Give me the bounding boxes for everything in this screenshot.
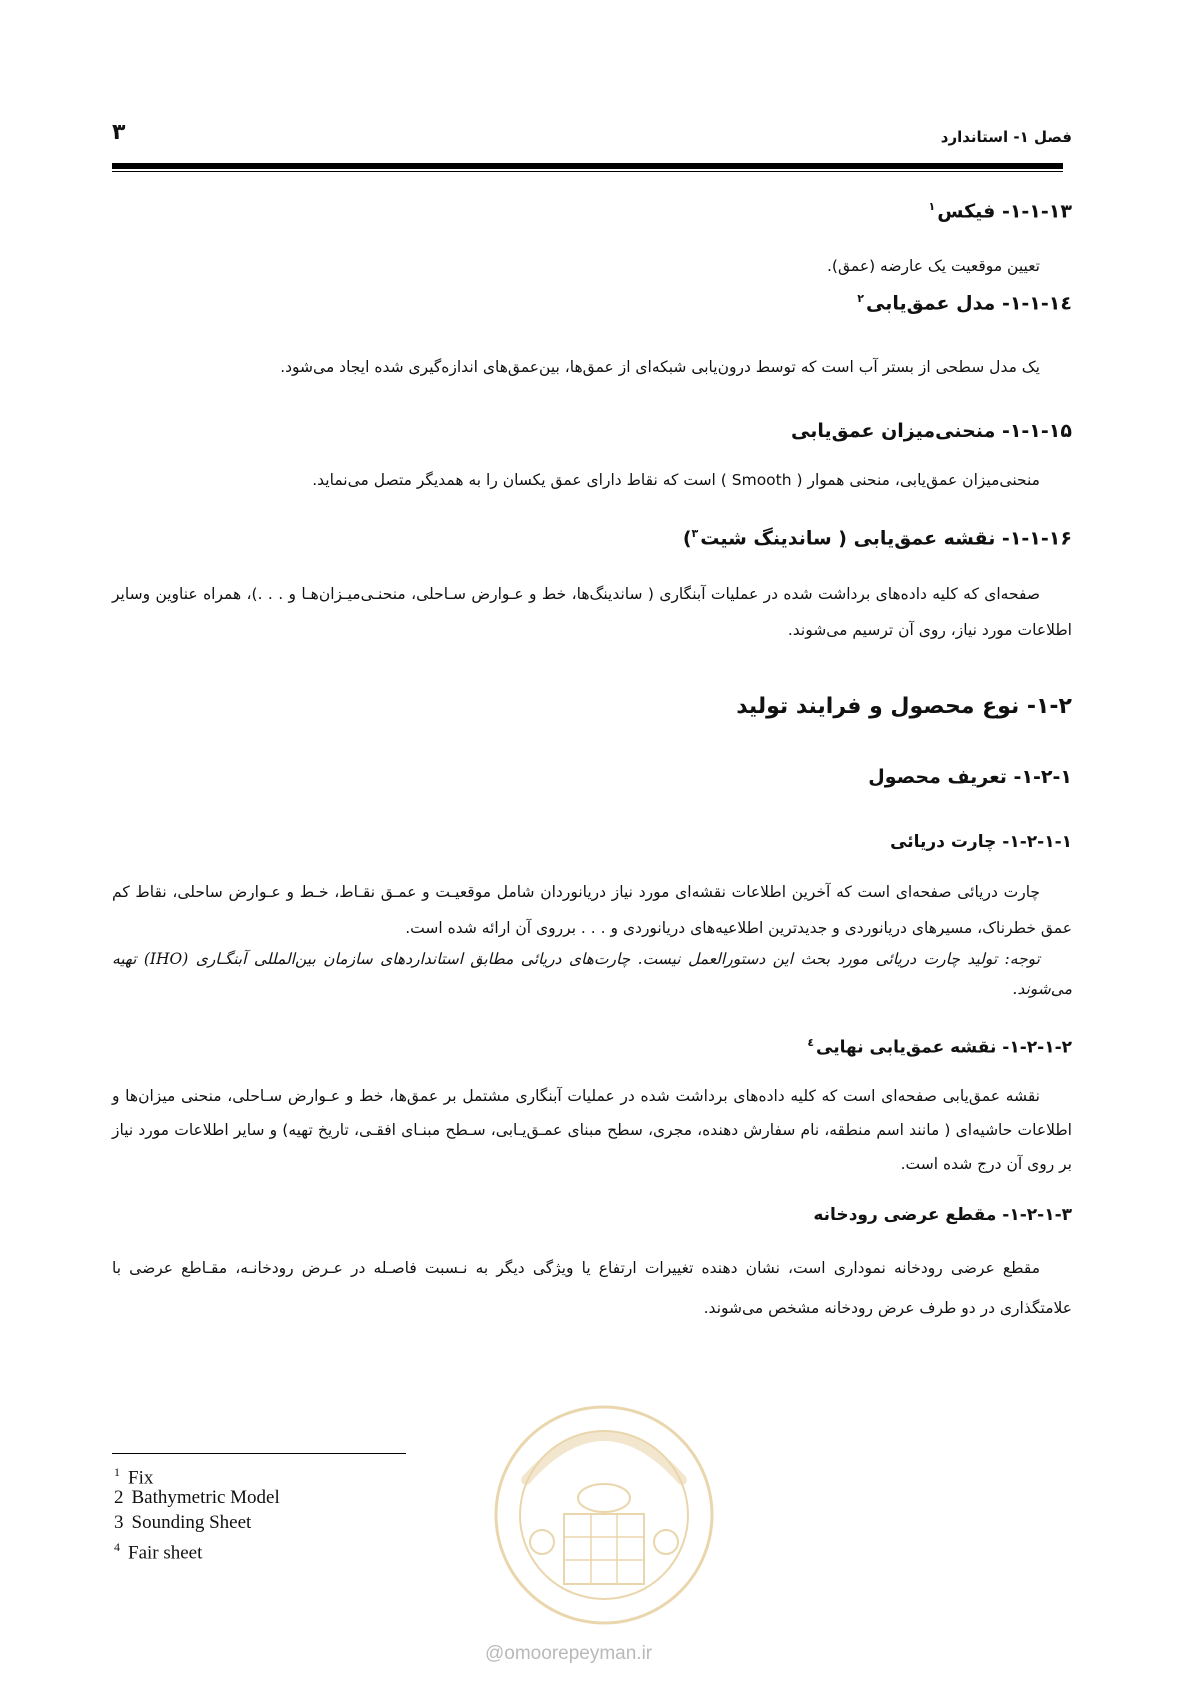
footnote-text: Bathymetric Model <box>131 1487 280 1508</box>
footnote-mark: 4 <box>114 1540 120 1554</box>
footnote-separator <box>112 1453 406 1454</box>
seal-logo-icon <box>482 1402 726 1628</box>
heading-close-paren: ) <box>682 527 692 550</box>
heading-1-2 <box>112 694 1072 719</box>
footnote-ref: ۱ <box>928 200 936 213</box>
heading-text: ۱-۲-۱-۱- چارت دریائی <box>890 832 1072 852</box>
paragraph-1-2-1-1: چارت دریائی صفحه‌ای است که آخرین اطلاعات نقشه‌ای مورد نیاز دریانوردان شامل موقعیـت و عمـق نقـاط، خـط و عـوارض ساحلی، نقاط کم عمق خطرناک، مسیرهای دریانوردی و جدیدترین اطلاعیه‌های دریانوردی و . . . برروی آن ارائه شده است. <box>112 883 1072 937</box>
footnote-ref: ۲ <box>857 292 865 305</box>
footnote-3 <box>114 1510 251 1535</box>
paragraph-1-1-14: یک مدل سطحی از بستر آب است که توسط درون‌یابی شبکه‌ای از عمق‌ها، بین‌عمق‌های اندازه‌گیری شده ایجاد می‌شود. <box>280 358 1040 376</box>
paragraph-1-2-1-2: نقشه عمق‌یابی صفحه‌ای است که کلیه داده‌های برداشت شده در عملیات آبنگاری مشتمل بر عمق‌ها، خط و عـوارض سـاحلی، منحنی میزان‌ها و اطلاعات حاشیه‌ای ( مانند اسم منطقه، نام سفارش دهنده، مجری، سطح مبنای عمـق‌یـابی، سـطح مبنـای افقـی، تاریخ تهیه) و سایر اطلاعات مورد نیاز بر روی آن درج شده است. <box>112 1087 1072 1173</box>
footnote-text: Fair sheet <box>128 1542 203 1564</box>
paragraph-1-1-15: منحنی‌میزان عمق‌یابی، منحنی هموار ( Smooth ) است که نقاط دارای عمق یکسان را به همدیگر متصل می‌نماید. <box>312 471 1040 489</box>
heading-text: ۱-۲-۱-۲- نقشه عمق‌یابی نهایی <box>816 1037 1072 1058</box>
heading-text: ۱-۲- نوع محصول و فرایند تولید <box>736 694 1072 719</box>
heading-1-1-16 <box>112 527 1072 549</box>
chapter-title: فصل ۱- استاندارد <box>940 128 1072 146</box>
heading-1-2-1-3 <box>112 1205 1072 1225</box>
paragraph-1-1-16: صفحه‌ای که کلیه داده‌های برداشت شده در عملیات آبنگاری ( ساندینگ‌ها، خط و عـوارض سـاحلی، منحنـی‌میـزان‌هـا و . . .)، همراه عناوین وسایر اطلاعات مورد نیاز، روی آن ترسیم می‌شوند. <box>112 585 1072 639</box>
heading-text: ۱-۱-۱۵- منحنی‌میزان عمق‌یابی <box>790 420 1072 442</box>
heading-1-1-13 <box>112 200 1072 222</box>
paragraph-1-2-1-3: مقطع عرضی رودخانه نموداری است، نشان دهنده تغییرات ارتفاع یا ویژگی دیگر به نـسبت فاصـله در عـرض رودخانـه، مقـاطع عرضی با علامتگذاری در دو طرف عرض رودخانه مشخص می‌شوند. <box>112 1259 1072 1317</box>
footnote-2 <box>114 1485 280 1510</box>
footnote-mark: 2 <box>114 1487 124 1508</box>
heading-text: ۱-۱-۱۶- نقشه عمق‌یابی ( ساندینگ شیت <box>700 527 1072 550</box>
heading-1-2-1-2 <box>112 1036 1072 1058</box>
footnote-mark: 1 <box>114 1465 120 1479</box>
footnote-ref: ۳ <box>691 527 699 540</box>
footnote-4 <box>114 1535 202 1565</box>
header-rule-thick <box>112 163 1063 169</box>
note-1-2-1-1: توجه: تولید چارت دریائی مورد بحث این دستورالعمل نیست. چارت‌های دریائی مطابق استانداردهای سازمان بین‌المللی آبنگـاری (IHO) تهیه می‌شوند. <box>112 950 1072 998</box>
header-rule-thin <box>112 171 1063 172</box>
heading-text: ۱-۱-۱۳- فیکس <box>937 200 1072 223</box>
page-number: ۳ <box>112 120 126 145</box>
paragraph-1-1-13: تعیین موقعیت یک عارضه (عمق). <box>826 257 1040 275</box>
heading-text: ۱-۱-۱٤- مدل عمق‌یابی <box>866 292 1072 315</box>
watermark-url: @omoorepeyman.ir <box>485 1643 653 1664</box>
footnote-text: Fix <box>128 1467 154 1489</box>
heading-1-2-1 <box>112 766 1072 788</box>
heading-text: ۱-۲-۱- تعریف محصول <box>868 766 1072 788</box>
footnote-ref: ٤ <box>807 1036 815 1049</box>
footnote-mark: 3 <box>114 1512 124 1533</box>
heading-1-1-14 <box>112 292 1072 314</box>
heading-text: ۱-۲-۱-۳- مقطع عرضی رودخانه <box>813 1205 1072 1225</box>
heading-1-1-15 <box>112 420 1072 442</box>
footnote-text: Sounding Sheet <box>131 1512 252 1533</box>
heading-1-2-1-1 <box>112 832 1072 852</box>
